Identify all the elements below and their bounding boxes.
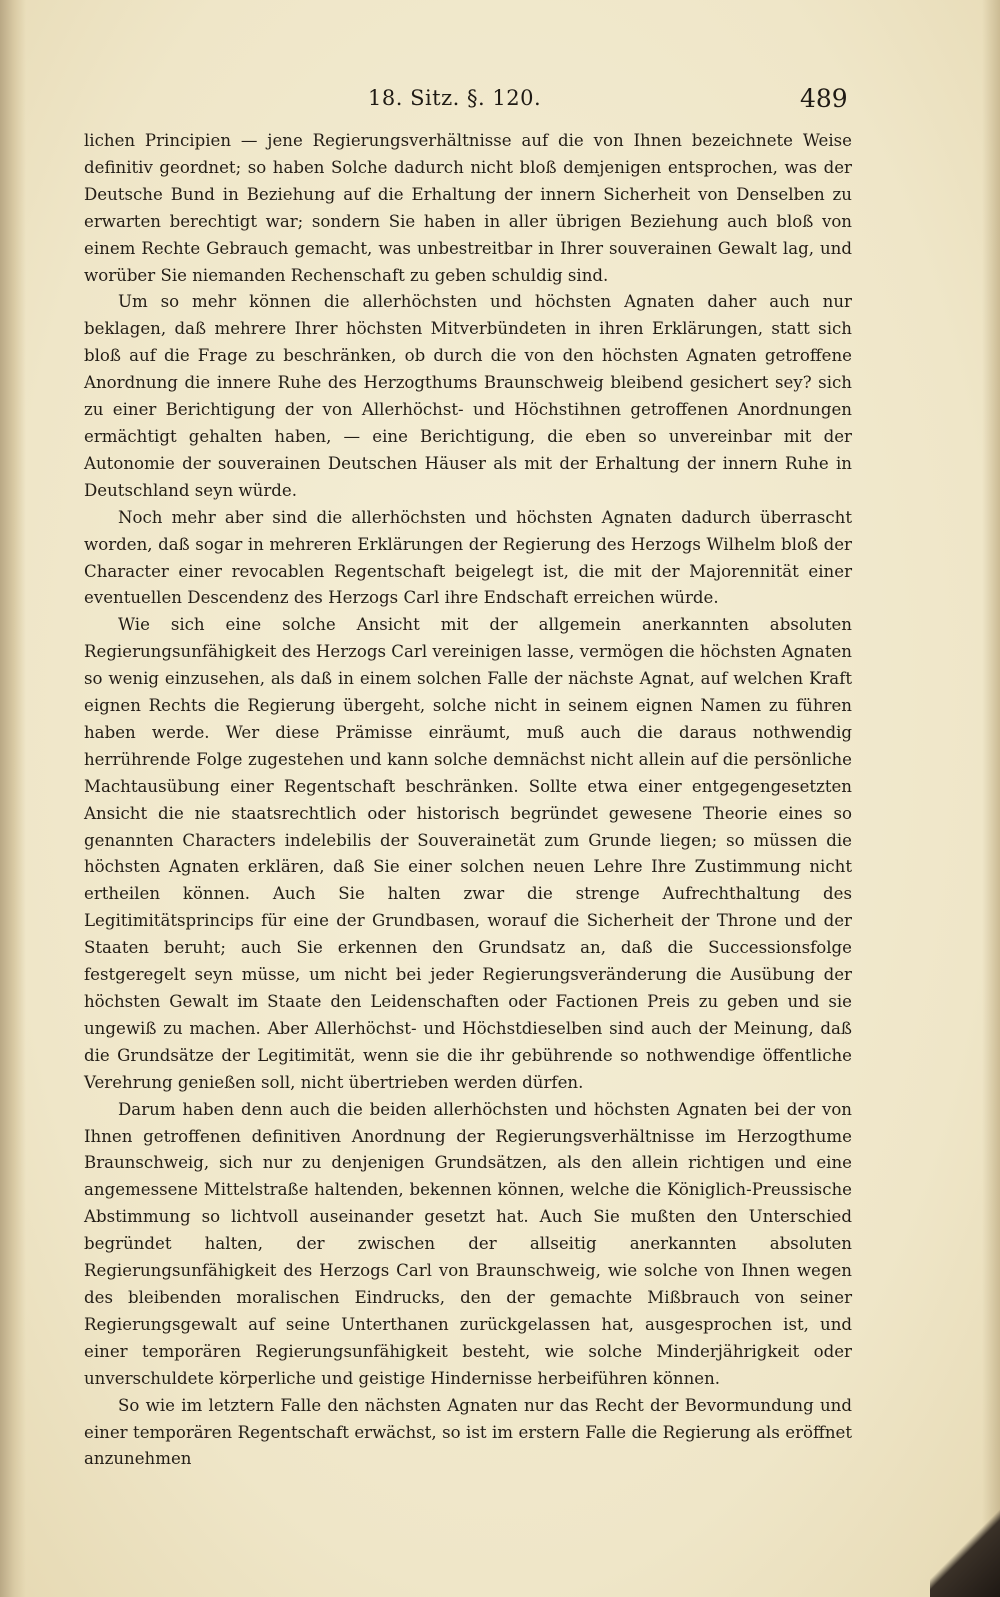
paragraph: So wie im letztern Falle den nächsten Agnaten nur das Recht der Bevormundung und einer temporären Regentschaft erwächst, so ist im erstern Falle die Regierung als eröffnet anzunehmen [84,1395,852,1469]
binding-shadow [0,0,26,1597]
running-head: 18. Sitz. §. 120. [368,86,542,110]
paragraph: lichen Principien — jene Regierungsverhältnisse auf die von Ihnen bezeichnete Weise definitiv geordnet; so haben Solche dadurch nicht bloß demjenigen entsprochen, was der Deutsche Bund in Beziehung auf die Erhaltung der innern Sicherheit von Denselben zu erwarten berechtigt war; sondern Sie haben in aller übrigen Beziehung auch bloß von einem Rechte Gebrauch gemacht, was unbestreitbar in Ihrer souverainen Gewalt lag, und worüber Sie niemanden Rechenschaft zu geben schuldig sind. [84,131,852,285]
page-corner-fold [930,1507,1000,1597]
paragraph: Um so mehr können die allerhöchsten und höchsten Agnaten daher auch nur beklagen, daß mehrere Ihrer höchsten Mitverbündeten in ihren Erklärungen, statt sich bloß auf die Frage zu beschränken, ob durch die von den höchsten Agnaten getroffene Anordnung die innere Ruhe des Herzogthums Braunschweig bleibend gesichert sey? sich zu einer Berichtigung der von Allerhöchst- und Höchstihnen getroffenen Anordnungen ermächtigt gehalten haben, — eine Berichtigung, die eben so unvereinbar mit der Autonomie der souverainen Deutschen Häuser als mit der Erhaltung der innern Ruhe in Deutschland seyn würde. [84,292,852,500]
paragraph: Noch mehr aber sind die allerhöchsten und höchsten Agnaten dadurch überrascht worden, daß sogar in mehreren Erklärungen der Regierung des Herzogs Wilhelm bloß der Character einer revocablen Regentschaft beigelegt ist, die mit der Majorennität einer eventuellen Descendenz des Herzogs Carl ihre Endschaft erreichen würde. [84,507,852,608]
page-edge-shadow [982,0,1000,1597]
page-number: 489 [800,84,848,113]
paragraph: Wie sich eine solche Ansicht mit der allgemein anerkannten absoluten Regierungsunfähigkeit des Herzogs Carl vereinigen lasse, vermögen die höchsten Agnaten so wenig einzusehen, als daß in einem solchen Falle der nächste Agnat, auf welchen Kraft eignen Rechts die Regierung übergeht, solche nicht in seinem eignen Namen zu führen haben werde. Wer diese Prämisse einräumt, muß auch die daraus nothwendig herrührende Folge zugestehen und kann solche demnächst nicht allein auf die persönliche Machtausübung einer Regentschaft beschränken. Sollte etwa einer entgegengesetzten Ansicht die nie staatsrechtlich oder historisch begründet gewesene Theorie eines so genannten Characters indelebilis der Souverainetät zum Grunde liegen; so müssen die höchsten Agnaten erklären, daß Sie einer solchen neuen Lehre Ihre Zustimmung nicht ertheilen können. Auch Sie halten zwar die strenge Aufrechthaltung des Legitimitätsprincips für eine der Grundbasen, worauf die Sicherheit der Throne und der Staaten beruht; auch Sie erkennen den Grundsatz an, daß die Successionsfolge festgeregelt seyn müsse, um nicht bei jeder Regierungsveränderung die Ausübung der höchsten Gewalt im Staate den Leidenschaften oder Factionen Preis zu geben und sie ungewiß zu machen. Aber Allerhöchst- und Höchstdieselben sind auch der Meinung, daß die Grundsätze der Legitimität, wenn sie die ihr gebührende so nothwendige öffentliche Verehrung genießen soll, nicht übertrieben werden dürfen. [84,615,852,1092]
paragraph: Darum haben denn auch die beiden allerhöchsten und höchsten Agnaten bei der von Ihnen getroffenen definitiven Anordnung der Regierungsverhältnisse im Herzogthume Braunschweig, sich nur zu denjenigen Grundsätzen, als den allein richtigen und eine angemessene Mittelstraße haltenden, bekennen können, welche die Königlich-Preussische Abstimmung so lichtvoll auseinander gesetzt hat. Auch Sie mußten den Unterschied begründet halten, der zwischen der allseitig anerkannten absoluten Regierungsunfähigkeit des Herzogs Carl von Braunschweig, wie solche von Ihnen wegen des bleibenden moralischen Eindrucks, den der gemachte Mißbrauch von seiner Regierungsgewalt auf seine Unterthanen zurückgelassen hat, ausgesprochen ist, und einer temporären Regierungsunfähigkeit besteht, wie solche Minderjährigkeit oder unverschuldete körperliche und geistige Hindernisse herbeiführen können. [84,1099,852,1388]
page-header [0,86,1000,120]
body-text [84,128,852,1473]
